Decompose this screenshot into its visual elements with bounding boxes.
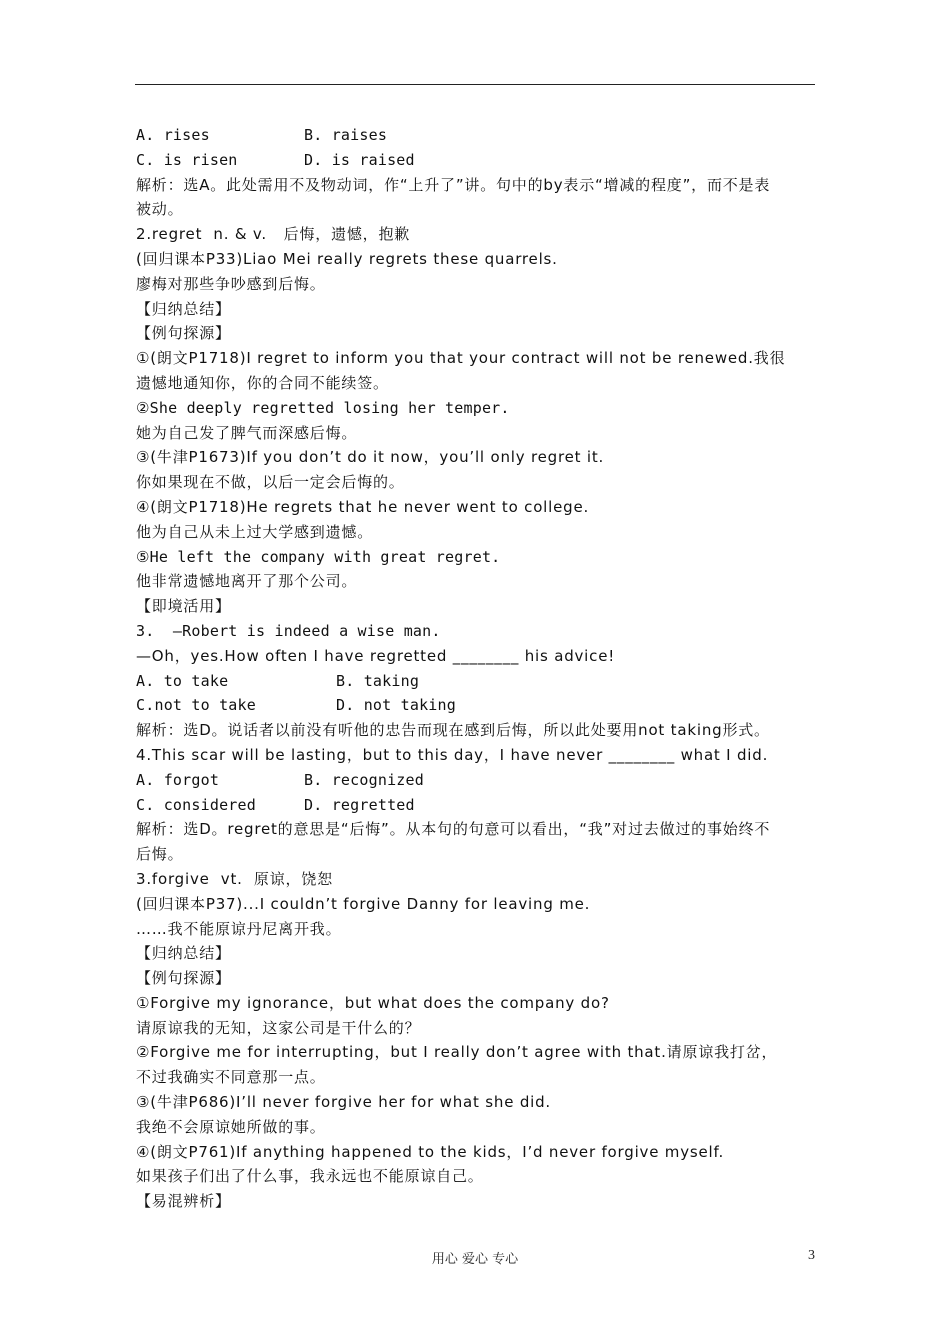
- text-line: 【即境活用】: [136, 597, 231, 616]
- text-line: ①Forgive my ignorance，but what does the company do?: [136, 993, 610, 1012]
- page-number: 3: [808, 1248, 815, 1263]
- text-line: 她为自己发了脾气而深感后悔。: [136, 423, 358, 442]
- text-line: 4.This scar will be lasting，but to this day，I have never ________ what I did.: [136, 745, 769, 764]
- footer-slogan: 用心 爱心 专心: [431, 1252, 519, 1267]
- text-line: 后悔。: [136, 845, 184, 864]
- text-line: 【归纳总结】: [136, 944, 231, 963]
- text-line: 他为自己从未上过大学感到遗憾。: [136, 522, 374, 541]
- text-line: ②Forgive me for interrupting，but I really don’t agree with that.请原谅我打岔，: [136, 1043, 778, 1062]
- option-left: A. rises: [136, 126, 210, 144]
- text-line: 被动。: [136, 200, 184, 219]
- text-line: 【例句探源】: [136, 324, 231, 343]
- text-line: 【易混辨析】: [136, 1192, 231, 1211]
- text-line: —Oh，yes.How often I have regretted ________ his advice!: [136, 646, 616, 665]
- text-line: 2.regret n. & v. 后悔，遗憾，抱歉: [136, 225, 411, 244]
- answer-options: [136, 768, 816, 793]
- text-line: ④(朗文P1718)He regrets that he never went to college.: [136, 497, 590, 516]
- text-line: 不过我确实不同意那一点。: [136, 1068, 326, 1087]
- option-left: C. is risen: [136, 150, 238, 169]
- text-line: 【例句探源】: [136, 969, 231, 988]
- option-right: D. not taking: [336, 696, 456, 715]
- page-body: [136, 123, 816, 1214]
- text-line: 如果孩子们出了什么事，我永远也不能原谅自己。: [136, 1167, 484, 1186]
- text-line: ①(朗文P1718)I regret to inform you that your contract will not be renewed.我很: [136, 349, 786, 368]
- answer-options: [136, 148, 816, 173]
- text-line: (回归课本P33)Liao Mei really regrets these quarrels.: [136, 249, 558, 268]
- text-line: 解析：选D。regret的意思是“后悔”。从本句的句意可以看出，“我”对过去做过的事始终不: [136, 820, 771, 839]
- text-line: ②She deeply regretted losing her temper.: [136, 398, 510, 417]
- text-line: 【归纳总结】: [136, 299, 231, 318]
- text-line: (回归课本P37)...I couldn’t forgive Danny for leaving me.: [136, 894, 591, 913]
- text-line: 廖梅对那些争吵感到后悔。: [136, 274, 326, 293]
- text-line: 3. —Robert is indeed a wise man.: [136, 621, 441, 640]
- answer-options: [136, 669, 816, 694]
- header-rule: [135, 84, 815, 85]
- option-right: B. taking: [336, 671, 420, 690]
- text-line: ⑤He left the company with great regret.: [136, 547, 501, 566]
- text-line: ④(朗文P761)If anything happened to the kids，I’d never forgive myself.: [136, 1142, 725, 1161]
- text-line: 解析：选D。说话者以前没有听他的忠告而现在感到后悔，所以此处要用not taking形式。: [136, 721, 770, 740]
- option-left: C.not to take: [136, 696, 256, 715]
- text-line: ③(牛津P686)I’ll never forgive her for what she did.: [136, 1093, 551, 1112]
- text-line: ……我不能原谅丹尼离开我。: [136, 919, 342, 938]
- text-line: 3.forgive vt. 原谅，饶恕: [136, 869, 333, 888]
- option-right: B. raises: [304, 126, 388, 144]
- text-line: 解析：选A。此处需用不及物动词，作“上升了”讲。句中的by表示“增减的程度”，而不是表: [136, 175, 771, 194]
- text-line: 请原谅我的无知，这家公司是干什么的？: [136, 1018, 421, 1037]
- answer-options: [136, 793, 816, 818]
- text-line: 你如果现在不做，以后一定会后悔的。: [136, 473, 405, 492]
- option-right: D. regretted: [304, 795, 415, 814]
- text-line: 遗憾地通知你，你的合同不能续签。: [136, 373, 389, 392]
- option-left: A. to take: [136, 671, 229, 690]
- text-line: ③(牛津P1673)If you don’t do it now，you’ll only regret it.: [136, 448, 605, 467]
- answer-options: [136, 123, 816, 148]
- text-line: 他非常遗憾地离开了那个公司。: [136, 572, 358, 591]
- option-right: B. recognized: [304, 770, 424, 789]
- option-right: D. is raised: [304, 150, 415, 169]
- option-left: A. forgot: [136, 770, 220, 789]
- text-line: 我绝不会原谅她所做的事。: [136, 1117, 326, 1136]
- answer-options: [136, 693, 816, 718]
- option-left: C. considered: [136, 795, 256, 814]
